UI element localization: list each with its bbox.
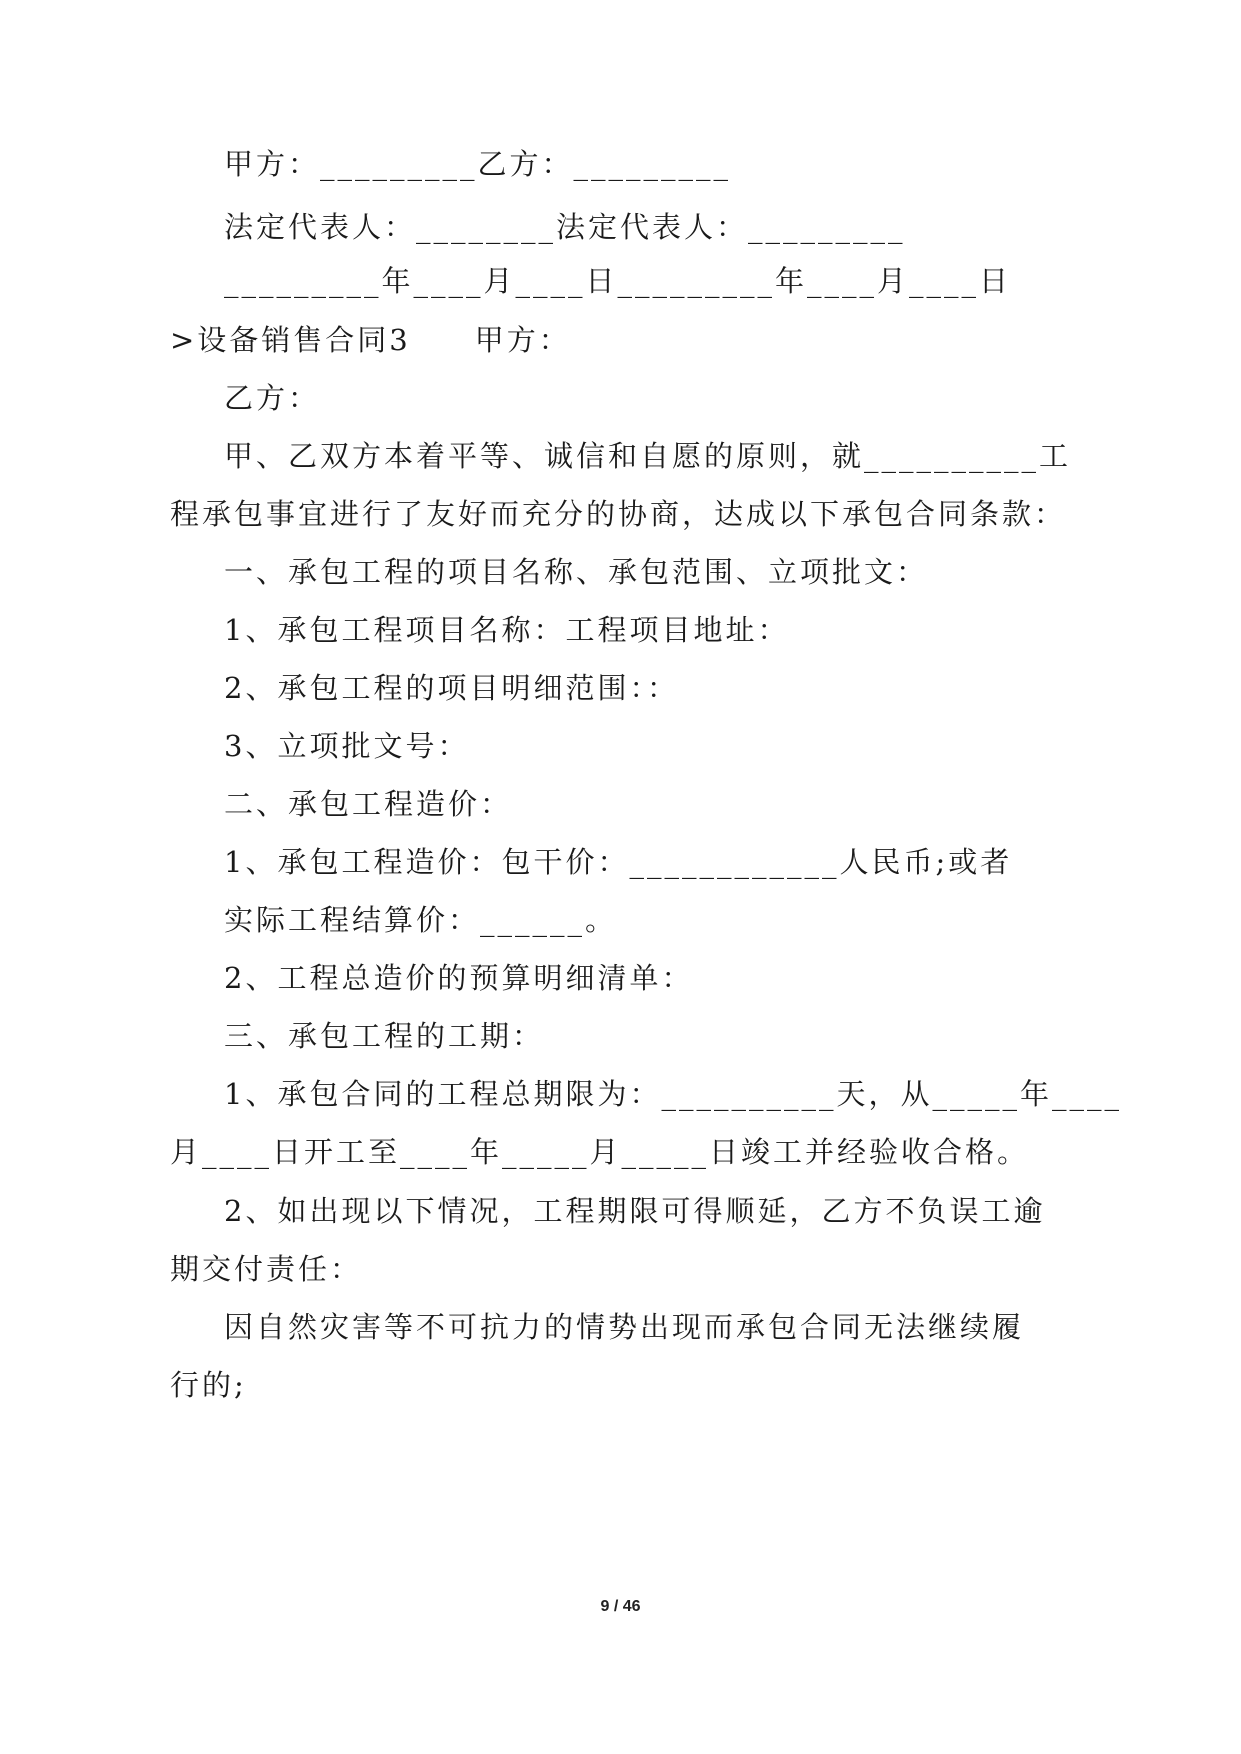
clause-line: 行的; bbox=[170, 1368, 247, 1402]
clause-line: 1、承包工程项目名称：工程项目地址： bbox=[224, 613, 790, 647]
clause-line: 2、如出现以下情况，工程期限可得顺延，乙方不负误工逾 bbox=[224, 1194, 1046, 1228]
section-heading: 三、承包工程的工期： bbox=[224, 1019, 545, 1053]
clause-line: 实际工程结算价：______。 bbox=[224, 903, 618, 937]
clause-line: 2、承包工程的项目明细范围：： bbox=[224, 671, 679, 705]
clause-line: 因自然灾害等不可抗力的情势出现而承包合同无法继续履 bbox=[224, 1310, 1025, 1344]
date-line: _________年____月____日_________年____月____日 bbox=[224, 264, 1012, 298]
clause-line: 期交付责任： bbox=[170, 1252, 363, 1286]
clause-line: 月____日开工至____年_____月_____日竣工并经验收合格。 bbox=[170, 1135, 1030, 1169]
party-signature-line: 甲方：_________乙方：_________ bbox=[224, 147, 732, 181]
section-heading: 二、承包工程造价： bbox=[224, 787, 513, 821]
clause-line: 3、立项批文号： bbox=[224, 729, 470, 763]
clause-line: 1、承包工程造价：包干价：____________人民币;或者 bbox=[224, 845, 1013, 879]
paragraph-line: 程承包事宜进行了友好而充分的协商，达成以下承包合同条款： bbox=[170, 497, 1067, 531]
contract-heading-line: >设备销售合同3 甲方： bbox=[170, 323, 571, 357]
page-number: 9 / 46 bbox=[600, 1598, 641, 1615]
paragraph-line: 甲、乙双方本着平等、诚信和自愿的原则，就__________工 bbox=[224, 439, 1072, 473]
clause-line: 2、工程总造价的预算明细清单： bbox=[224, 961, 694, 995]
party-b-line: 乙方： bbox=[224, 381, 321, 415]
clause-line: 1、承包合同的工程总期限为：__________天，从_____年____ bbox=[224, 1077, 1122, 1111]
legal-representative-line: 法定代表人：________法定代表人：_________ bbox=[224, 210, 906, 244]
section-heading: 一、承包工程的项目名称、承包范围、立项批文： bbox=[224, 555, 929, 589]
